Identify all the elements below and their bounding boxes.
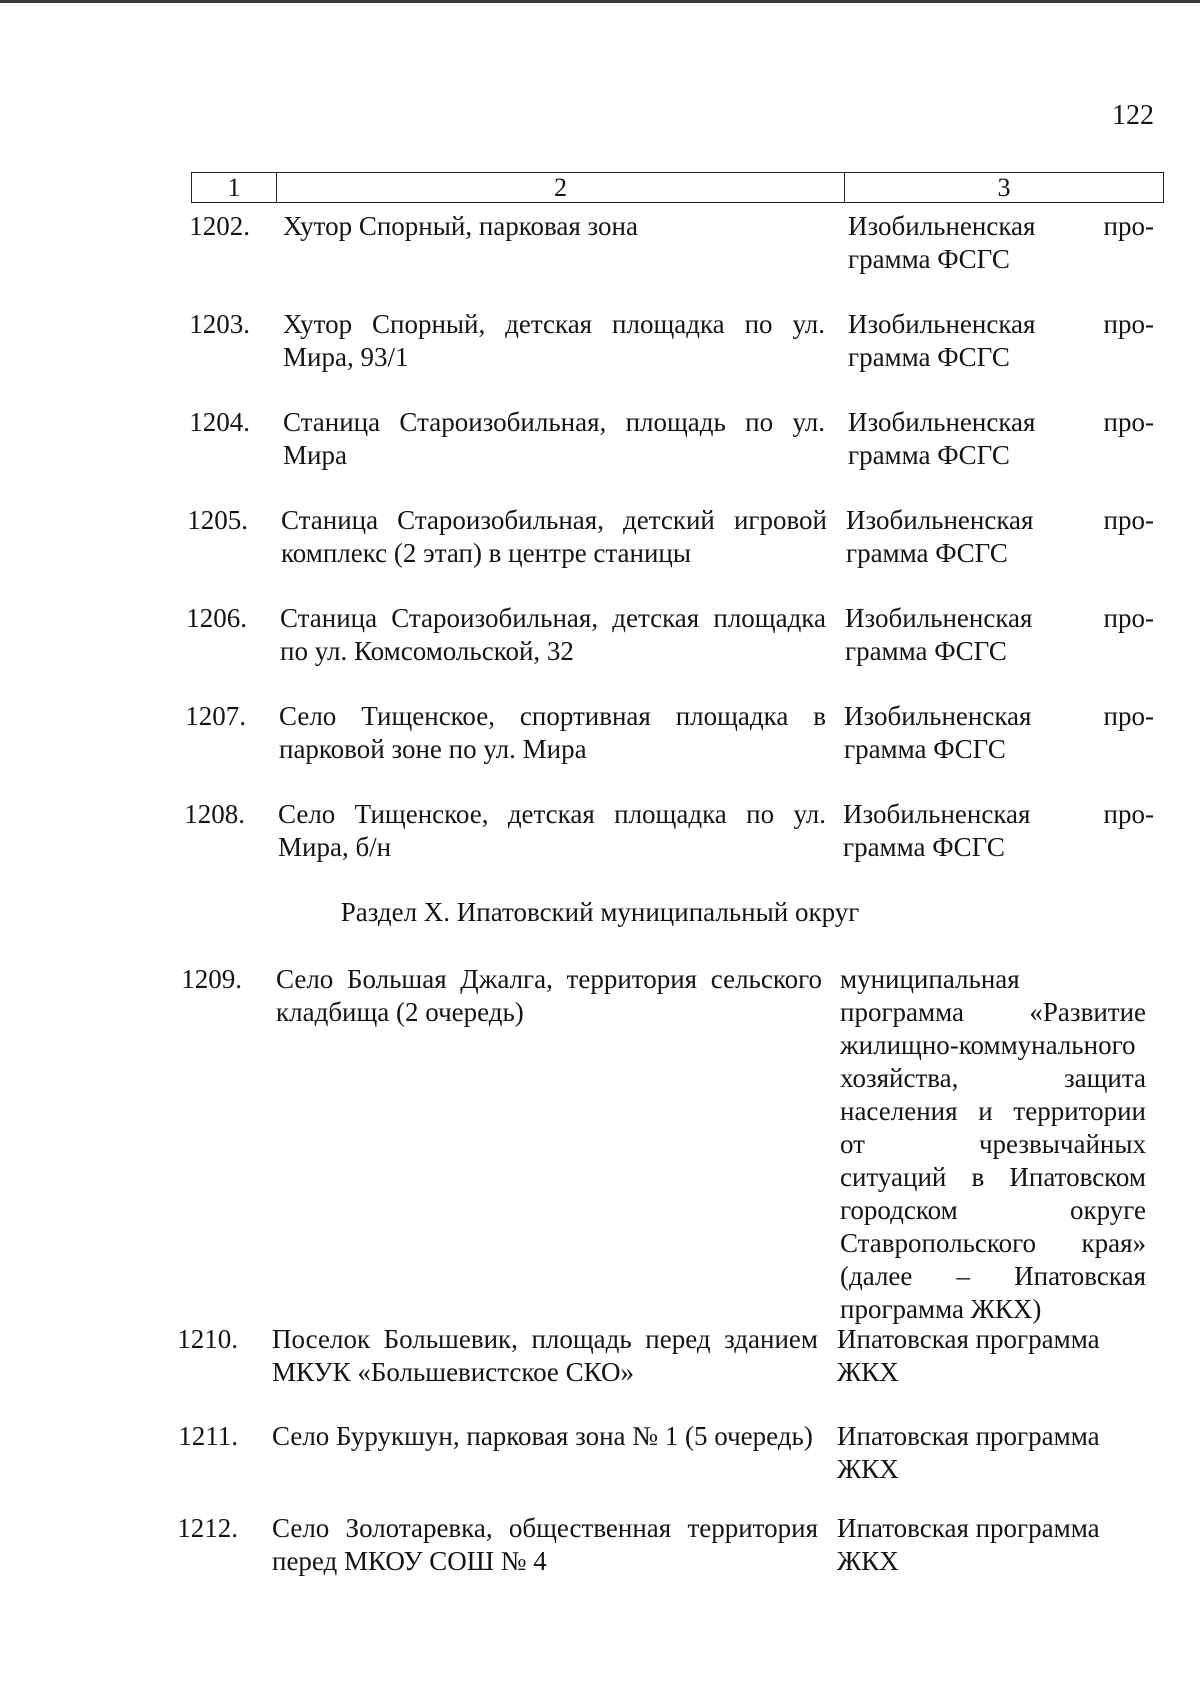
program-line-1-end: про- [1103,603,1154,633]
program-line-1-end: про- [1103,407,1154,437]
row-program [848,308,1154,374]
row-number: 1206. [186,603,247,633]
row-description: Село Большая Джалга, территория сельского кладбища (2 очередь) [276,964,822,1027]
row-description: Село Бурукшун, парковая зона № 1 (5 очередь) [272,1421,813,1451]
row-program [848,210,1154,276]
program-line-2: грамма ФСГС [845,636,1007,666]
program-line-1-end: про- [1103,505,1154,535]
row-number: 1203. [189,309,250,339]
row-program [848,406,1154,472]
program-line-2: грамма ФСГС [848,440,1010,470]
row-description: Хутор Спорный, детская площадка по ул. Мира, 93/1 [283,309,825,372]
row-number: 1208. [184,799,245,829]
row-number: 1212. [177,1513,238,1543]
program-line-1: Изобильненская [844,701,1032,731]
column-header-3: 3 [997,172,1011,202]
top-border-line [0,0,1200,3]
row-program [843,798,1154,864]
row-description: Станица Староизобильная, детская площадка по ул. Комсомольской, 32 [280,603,826,666]
program-line-1-end: про- [1103,701,1154,731]
row-number: 1202. [189,211,250,241]
program-line-1: Изобильненская [848,211,1036,241]
row-number: 1205. [187,505,248,535]
row-description: Село Тищенское, спортивная площадка в парковой зоне по ул. Мира [279,701,826,764]
row-program: муниципальная программа «Развитие жилищно-коммунального хозяйства, защита населения и территории от чрезвычайных ситуаций в Ипатовском городском округе Ставропольского края» (далее – Ипатовская программа ЖКХ) [840,964,1146,1324]
program-line-2: грамма ФСГС [844,734,1006,764]
row-number: 1210. [177,1324,238,1354]
program-line-1: Изобильненская [848,407,1036,437]
row-program [844,700,1154,766]
program-line-2: грамма ФСГС [846,538,1008,568]
row-number: 1209. [181,964,242,994]
program-line-1: Изобильненская [848,309,1036,339]
row-number: 1211. [178,1421,238,1451]
row-description: Станица Староизобильная, детский игровой комплекс (2 этап) в центре станицы [281,505,827,568]
row-program [845,602,1154,668]
row-description: Станица Староизобильная, площадь по ул. Мира [283,407,825,470]
row-program: Ипатовская программа ЖКХ [837,1324,1100,1387]
table-column-header [191,172,1164,203]
section-title: Раздел X. Ипатовский муниципальный округ [340,897,860,927]
program-line-1-end: про- [1103,211,1154,241]
row-description: Село Тищенское, детская площадка по ул. Мира, б/н [278,799,826,862]
row-program [846,504,1154,570]
program-line-1: Изобильненская [846,505,1034,535]
row-description: Село Золотаревка, общественная территория перед МКОУ СОШ № 4 [272,1513,818,1576]
program-line-2: грамма ФСГС [848,244,1010,274]
row-number: 1204. [189,407,250,437]
row-description: Хутор Спорный, парковая зона [283,211,638,241]
row-program: Ипатовская программа ЖКХ [837,1421,1100,1484]
column-header-2: 2 [277,173,845,202]
program-line-1: Изобильненская [843,799,1031,829]
column-header-1: 1 [192,173,277,202]
program-line-1: Изобильненская [845,603,1033,633]
program-line-2: грамма ФСГС [843,832,1005,862]
program-line-1-end: про- [1103,799,1154,829]
page-number: 122 [1112,100,1154,131]
row-program: Ипатовская программа ЖКХ [837,1513,1100,1576]
program-line-2: грамма ФСГС [848,342,1010,372]
row-number: 1207. [185,701,246,731]
program-line-1-end: про- [1103,309,1154,339]
row-description: Поселок Большевик, площадь перед зданием МКУК «Большевистское СКО» [272,1324,818,1387]
